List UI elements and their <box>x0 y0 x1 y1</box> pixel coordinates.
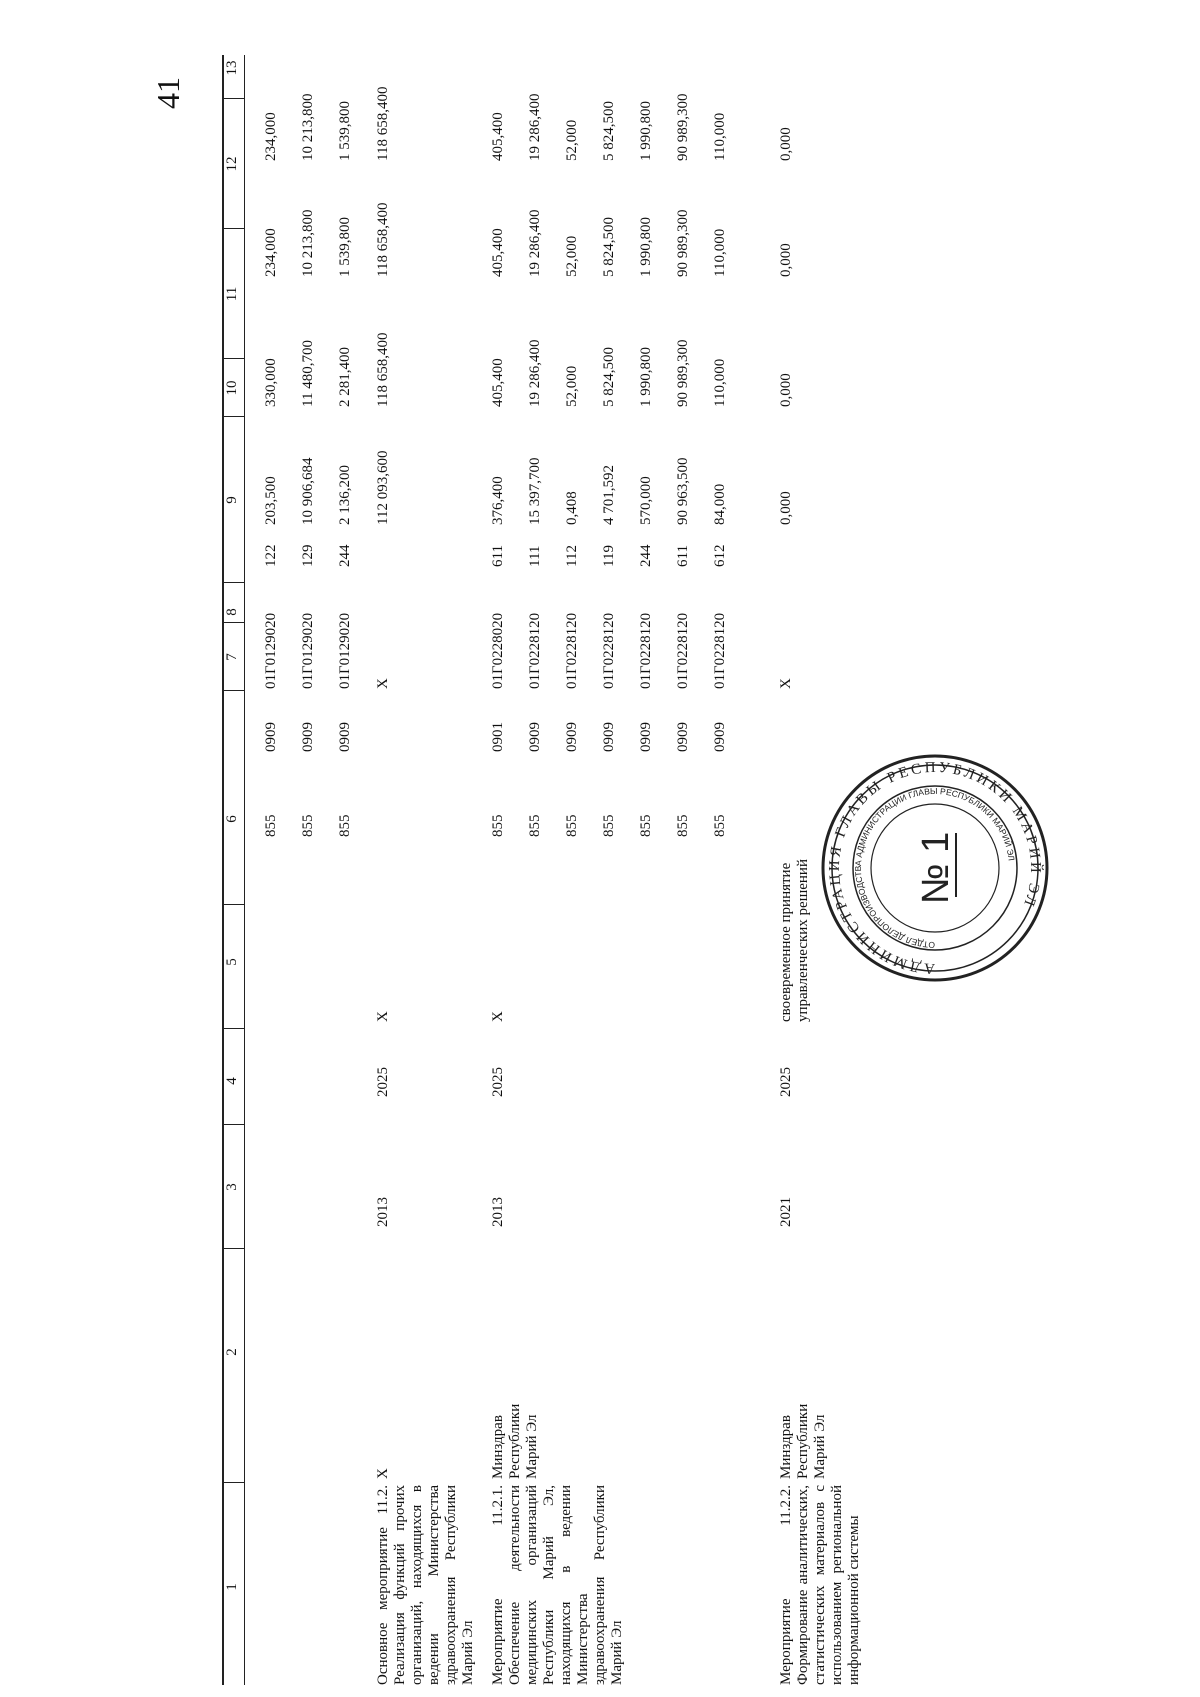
amount-v13: 405,400 <box>490 112 506 161</box>
amount-v11: 2 281,400 <box>337 347 353 407</box>
rzpr-code: 0909 <box>675 722 691 752</box>
end-year: 2025 <box>375 1067 391 1097</box>
header-divider <box>222 416 244 417</box>
expense-type-code: 112 <box>564 545 580 567</box>
target-article-code: 01Г0228120 <box>564 612 580 689</box>
stamp-number: № 1 <box>915 831 957 905</box>
header-cell-11: 11 <box>224 286 240 302</box>
header-cell-8: 8 <box>224 608 240 616</box>
executor: Минздрав Республики Марий Эл <box>490 1403 540 1479</box>
header-divider <box>222 690 244 691</box>
header-cell-2: 2 <box>224 1348 240 1356</box>
stamp-inner-text: ОТДЕЛ ДЕЛОПРОИЗВОДСТВА АДМИНИСТРАЦИИ ГЛАВЫ РЕСПУБЛИКИ МАРИЙ ЭЛ <box>852 785 1017 951</box>
rzpr-code: 0901 <box>490 722 506 752</box>
amount-v10: 10 906,684 <box>300 457 316 525</box>
amount-v13: 52,000 <box>564 119 580 161</box>
amount-v11: 0,000 <box>778 373 794 407</box>
header-divider <box>222 1028 244 1029</box>
header-cell-9: 9 <box>224 496 240 504</box>
expense-type-code: 122 <box>263 544 279 567</box>
amount-v12: 234,000 <box>263 228 279 277</box>
expense-type-code: 612 <box>712 544 728 567</box>
header-divider <box>222 98 244 99</box>
amount-v13: 90 989,300 <box>675 93 691 161</box>
header-cell-12: 12 <box>224 156 240 172</box>
target-article-code: 01Г0228020 <box>490 612 506 689</box>
header-cell-5: 5 <box>224 958 240 966</box>
amount-v12: 52,000 <box>564 235 580 277</box>
grbs-code: 855 <box>564 814 580 837</box>
amount-v11: 110,000 <box>712 358 728 407</box>
header-divider <box>222 358 244 359</box>
amount-v12: 19 286,400 <box>527 209 543 277</box>
end-year: 2025 <box>778 1067 794 1097</box>
header-cell-6: 6 <box>224 815 240 823</box>
amount-v11: 90 989,300 <box>675 339 691 407</box>
activity-name: Мероприятие 11.2.1. Обеспечение деятельности медицинских организаций Республики Марий Эл, находящихся в ведении Министерства здравоохранения Республики Марий Эл <box>490 1485 625 1685</box>
target-article-code: X <box>778 678 794 689</box>
amount-v13: 234,000 <box>263 112 279 161</box>
amount-v10: 90 963,500 <box>675 457 691 525</box>
amount-v13: 1 990,800 <box>638 101 654 161</box>
amount-v10: 84,000 <box>712 483 728 525</box>
amount-v13: 0,000 <box>778 127 794 161</box>
grbs-code: 855 <box>527 814 543 837</box>
amount-v11: 5 824,500 <box>601 347 617 407</box>
expected-result: X <box>375 1011 391 1022</box>
grbs-code: 855 <box>263 814 279 837</box>
amount-v11: 19 286,400 <box>527 339 543 407</box>
grbs-code: 855 <box>675 814 691 837</box>
target-article-code: X <box>375 678 391 689</box>
official-stamp <box>820 753 1050 983</box>
expense-type-code: 244 <box>337 544 353 567</box>
rzpr-code: 0909 <box>263 722 279 752</box>
expense-type-code: 111 <box>527 545 543 567</box>
start-year: 2013 <box>490 1197 506 1227</box>
rzpr-code: 0909 <box>712 722 728 752</box>
grbs-code: 855 <box>638 814 654 837</box>
end-year: 2025 <box>490 1067 506 1097</box>
header-bottom-rule <box>244 55 245 1685</box>
stamp-outer-text: АДМИНИСТРАЦИЯ ГЛАВЫ РЕСПУБЛИКИ МАРИЙ ЭЛ <box>826 759 1044 977</box>
amount-v11: 52,000 <box>564 365 580 407</box>
amount-v12: 1 990,800 <box>638 217 654 277</box>
amount-v12: 5 824,500 <box>601 217 617 277</box>
amount-v13: 5 824,500 <box>601 101 617 161</box>
rzpr-code: 0909 <box>527 722 543 752</box>
target-article-code: 01Г0228120 <box>712 612 728 689</box>
amount-v10: 2 136,200 <box>337 465 353 525</box>
amount-v10: 570,000 <box>638 476 654 525</box>
expense-type-code: 119 <box>601 545 617 567</box>
header-divider <box>222 1248 244 1249</box>
header-divider <box>222 1482 244 1483</box>
grbs-code: 855 <box>337 814 353 837</box>
activity-name: Основное мероприятие 11.2. Реализация функций прочих организаций, находящихся в ведении Министерства здравоохранения Республики Марий Эл <box>375 1485 476 1685</box>
target-article-code: 01Г0228120 <box>527 612 543 689</box>
header-cell-4: 4 <box>224 1077 240 1085</box>
amount-v12: 405,400 <box>490 228 506 277</box>
target-article-code: 01Г0228120 <box>601 612 617 689</box>
amount-v10: 0,000 <box>778 491 794 525</box>
amount-v13: 1 539,800 <box>337 101 353 161</box>
activity-name: Мероприятие 11.2.2. Формирование аналитических, статистических материалов с использованием региональной информационной системы <box>778 1485 862 1685</box>
header-divider <box>222 582 244 583</box>
start-year: 2013 <box>375 1197 391 1227</box>
header-divider <box>222 1124 244 1125</box>
rzpr-code: 0909 <box>564 722 580 752</box>
header-cell-10: 10 <box>224 380 240 396</box>
amount-v13: 110,000 <box>712 112 728 161</box>
expense-type-code: 611 <box>490 545 506 567</box>
amount-v12: 90 989,300 <box>675 209 691 277</box>
target-article-code: 01Г0228120 <box>638 612 654 689</box>
rzpr-code: 0909 <box>300 722 316 752</box>
executor: Минздрав Республики Марий Эл <box>778 1403 828 1479</box>
amount-v12: 110,000 <box>712 228 728 277</box>
target-article-code: 01Г0129020 <box>263 612 279 689</box>
amount-v13: 19 286,400 <box>527 93 543 161</box>
header-cell-7: 7 <box>224 653 240 661</box>
amount-v12: 0,000 <box>778 243 794 277</box>
grbs-code: 855 <box>490 814 506 837</box>
amount-v10: 15 397,700 <box>527 457 543 525</box>
amount-v11: 11 480,700 <box>300 340 316 407</box>
rzpr-code: 0909 <box>337 722 353 752</box>
amount-v11: 405,400 <box>490 358 506 407</box>
amount-v12: 10 213,800 <box>300 209 316 277</box>
target-article-code: 01Г0129020 <box>300 612 316 689</box>
grbs-code: 855 <box>712 814 728 837</box>
amount-v13: 118 658,400 <box>375 86 391 161</box>
amount-v10: 203,500 <box>263 476 279 525</box>
header-cell-3: 3 <box>224 1183 240 1191</box>
header-cell-1: 1 <box>224 1583 240 1591</box>
amount-v10: 376,400 <box>490 476 506 525</box>
expected-result: X <box>490 1011 506 1022</box>
grbs-code: 855 <box>300 814 316 837</box>
amount-v12: 1 539,800 <box>337 217 353 277</box>
header-cell-13: 13 <box>224 60 240 76</box>
amount-v11: 118 658,400 <box>375 332 391 407</box>
page-number: 41 <box>150 77 186 109</box>
header-divider <box>222 228 244 229</box>
target-article-code: 01Г0228120 <box>675 612 691 689</box>
amount-v11: 330,000 <box>263 358 279 407</box>
rzpr-code: 0909 <box>638 722 654 752</box>
expected-result: своевременное принятие управленческих решений <box>778 859 811 1022</box>
expense-type-code: 244 <box>638 544 654 567</box>
amount-v11: 1 990,800 <box>638 347 654 407</box>
amount-v10: 0,408 <box>564 491 580 525</box>
expense-type-code: 129 <box>300 544 316 567</box>
target-article-code: 01Г0129020 <box>337 612 353 689</box>
executor: X <box>375 1468 391 1479</box>
amount-v10: 112 093,600 <box>375 450 391 525</box>
expense-type-code: 611 <box>675 545 691 567</box>
amount-v12: 118 658,400 <box>375 202 391 277</box>
start-year: 2021 <box>778 1197 794 1227</box>
rzpr-code: 0909 <box>601 722 617 752</box>
header-divider <box>222 904 244 905</box>
amount-v13: 10 213,800 <box>300 93 316 161</box>
amount-v10: 4 701,592 <box>601 465 617 525</box>
grbs-code: 855 <box>601 814 617 837</box>
